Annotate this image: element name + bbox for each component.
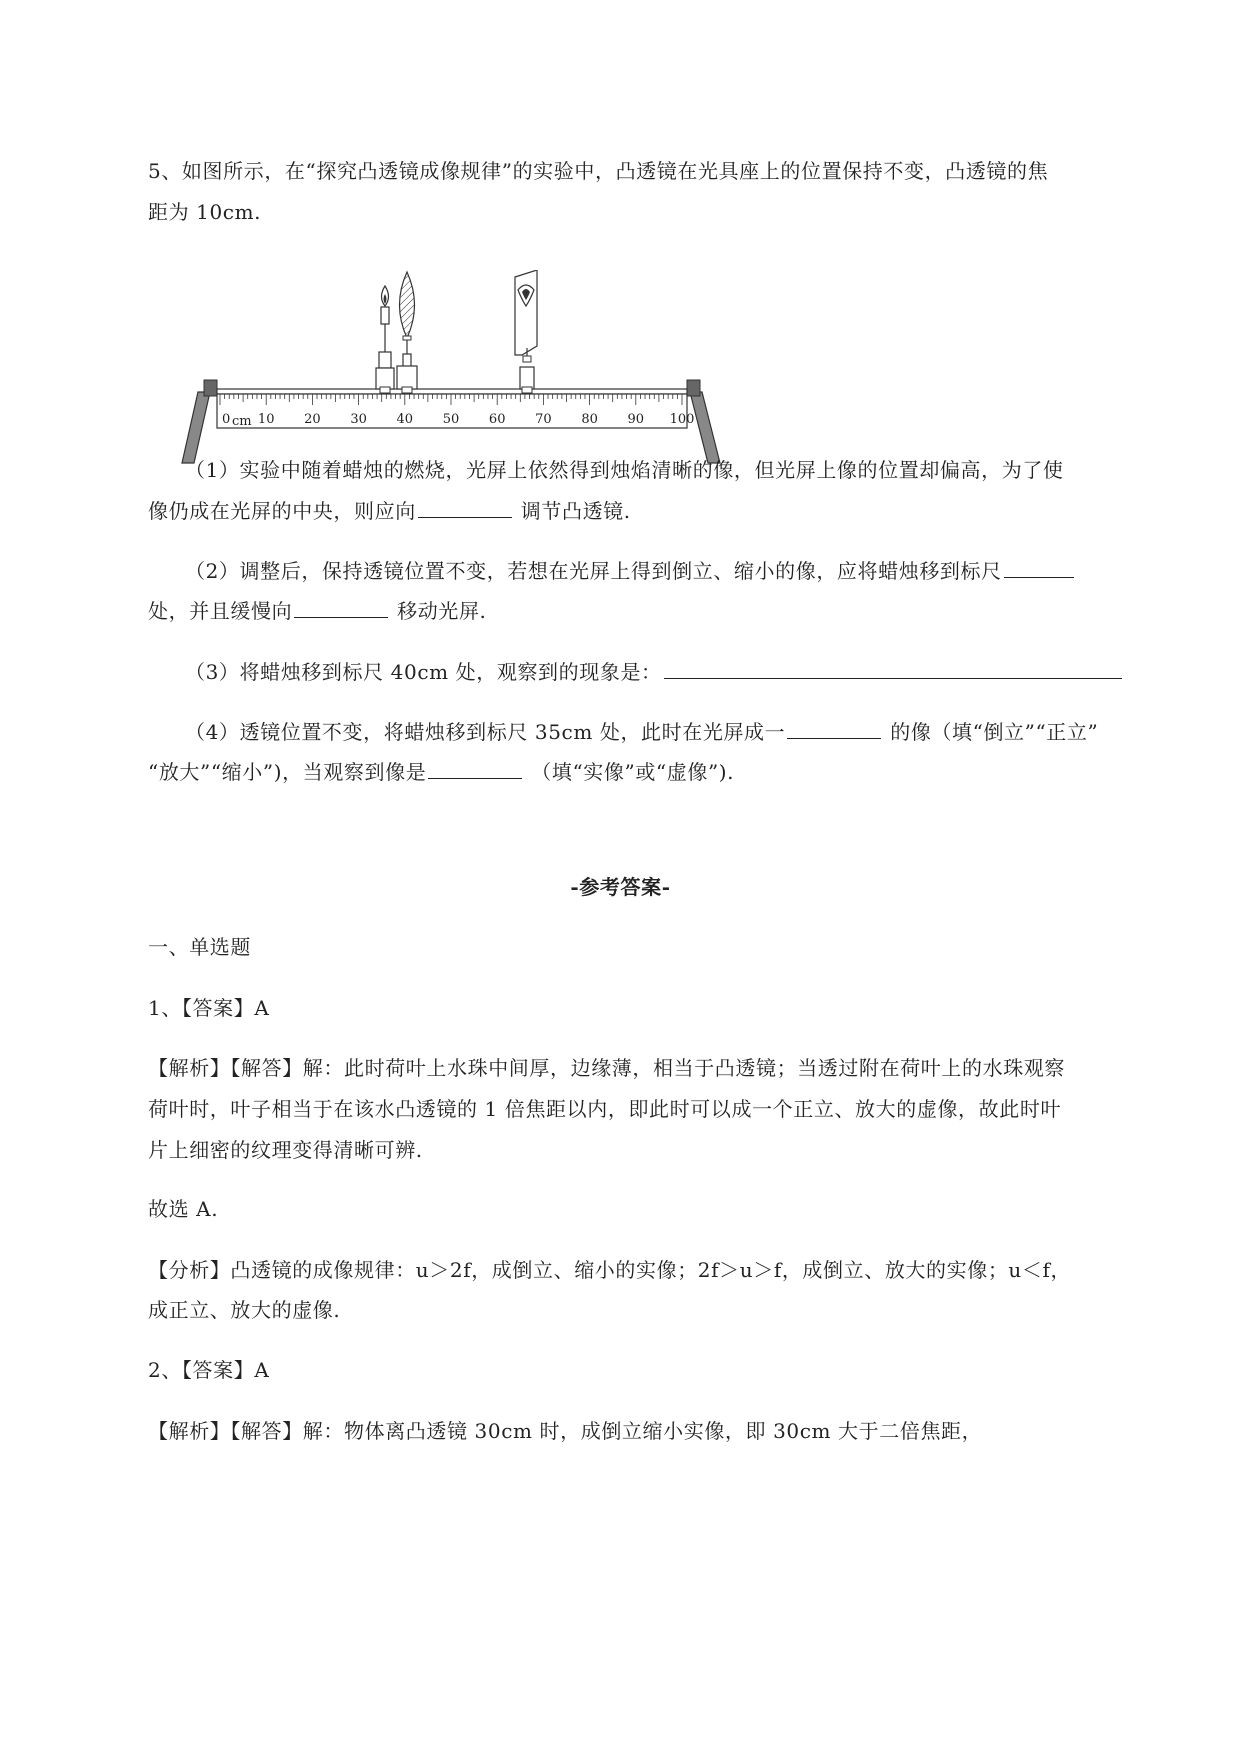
answer-1-analysis-line-2: 成正立、放大的虚像. [148, 1298, 341, 1322]
q3-line-1-text: （3）将蜡烛移到标尺 40cm 处，观察到的现象是： [185, 660, 662, 684]
q4-line-1 [185, 718, 1185, 746]
ruler-label: 0 [222, 412, 231, 427]
answer-1-analysis-line-1: 【分析】凸透镜的成像规律：u＞2f，成倒立、缩小的实像；2f＞u＞f，成倒立、放大的实像；u＜f， [148, 1258, 1072, 1282]
bench-right-end [687, 380, 700, 396]
answer-1-explanation-line-1: 【解析】【解答】解：此时荷叶上水珠中间厚，边缘薄，相当于凸透镜；当透过附在荷叶上的水珠观察 [148, 1056, 1065, 1080]
light-screen [515, 270, 537, 389]
question-stem-line-1: 5、如图所示，在“探究凸透镜成像规律”的实验中，凸透镜在光具座上的位置保持不变，凸透镜的焦 [148, 159, 1049, 183]
answer-2-label: 2、【答案】A [148, 1358, 270, 1382]
q2-line-1-text: （2）调整后，保持透镜位置不变，若想在光屏上得到倒立、缩小的像，应将蜡烛移到标尺 [185, 559, 1002, 583]
q2-line-2-text-a: 处，并且缓慢向 [148, 599, 293, 623]
q4-line-2-text-b: （填“实像”或“虚像”). [524, 760, 735, 784]
candle [376, 286, 394, 389]
question-stem-line-2: 距为 10cm. [148, 200, 262, 224]
q2-position-blank[interactable] [1004, 557, 1074, 578]
q1-line-2-text-a: 像仍成在光屏的中央，则应向 [148, 499, 416, 523]
ruler-label: 10 [257, 412, 275, 427]
bench-left-leg [182, 392, 210, 463]
q4-line-1-text-b: 的像（填“倒立”“正立” [883, 720, 1099, 744]
q3-line-1 [185, 658, 1185, 686]
ruler-label: 50 [442, 412, 460, 427]
ruler-label: 60 [488, 412, 506, 427]
ruler-unit-label: cm [232, 414, 252, 429]
answer-1-explanation-line-3: 片上细密的纹理变得清晰可辨. [148, 1138, 423, 1162]
ruler-label: 100 [669, 412, 695, 427]
ruler-label: 20 [304, 412, 321, 427]
ruler-label: 70 [535, 412, 552, 427]
ruler-label: 30 [350, 412, 367, 427]
q4-line-2 [148, 758, 1148, 786]
q1-line-2-text-b: 调节凸透镜. [513, 499, 631, 523]
q4-image-type-blank[interactable] [787, 718, 881, 739]
answer-1-choice: 故选 A. [148, 1197, 219, 1221]
optical-bench-figure [180, 270, 740, 475]
q2-line-1 [185, 557, 1185, 585]
answer-2-explanation-line-1: 【解析】【解答】解：物体离凸透镜 30cm 时，成倒立缩小实像，即 30cm 大于二倍焦距， [148, 1419, 983, 1443]
q2-direction-blank[interactable] [294, 597, 388, 618]
bench-left-end [204, 380, 217, 396]
q3-answer-blank[interactable] [664, 658, 1122, 679]
answer-1-explanation-line-2: 荷叶时，叶子相当于在该水凸透镜的 1 倍焦距以内，即此时可以成一个正立、放大的虚像，故此时叶 [148, 1097, 1062, 1121]
answers-heading: -参考答案- [570, 875, 671, 899]
ruler-label: 80 [581, 412, 598, 427]
q2-line-2-text-b: 移动光屏. [390, 599, 487, 623]
q1-answer-blank[interactable] [418, 497, 512, 518]
ruler-label: 40 [396, 412, 414, 427]
bench-rail [217, 389, 687, 394]
bench-right-leg [690, 392, 720, 463]
q4-real-virtual-blank[interactable] [428, 758, 522, 779]
answers-section-title: 一、单选题 [148, 935, 251, 959]
convex-lens [397, 272, 417, 389]
ruler-label: 90 [627, 412, 645, 427]
q2-line-2 [148, 597, 1148, 625]
q1-line-1: （1）实验中随着蜡烛的燃烧，光屏上依然得到烛焰清晰的像，但光屏上像的位置却偏高，为了使 [185, 458, 1064, 482]
q1-line-2 [148, 497, 1148, 525]
q4-line-2-text-a: “放大”“缩小”)，当观察到像是 [148, 760, 427, 784]
q4-line-1-text-a: （4）透镜位置不变，将蜡烛移到标尺 35cm 处，此时在光屏成一 [185, 720, 786, 744]
answer-1-label: 1、【答案】A [148, 996, 270, 1020]
